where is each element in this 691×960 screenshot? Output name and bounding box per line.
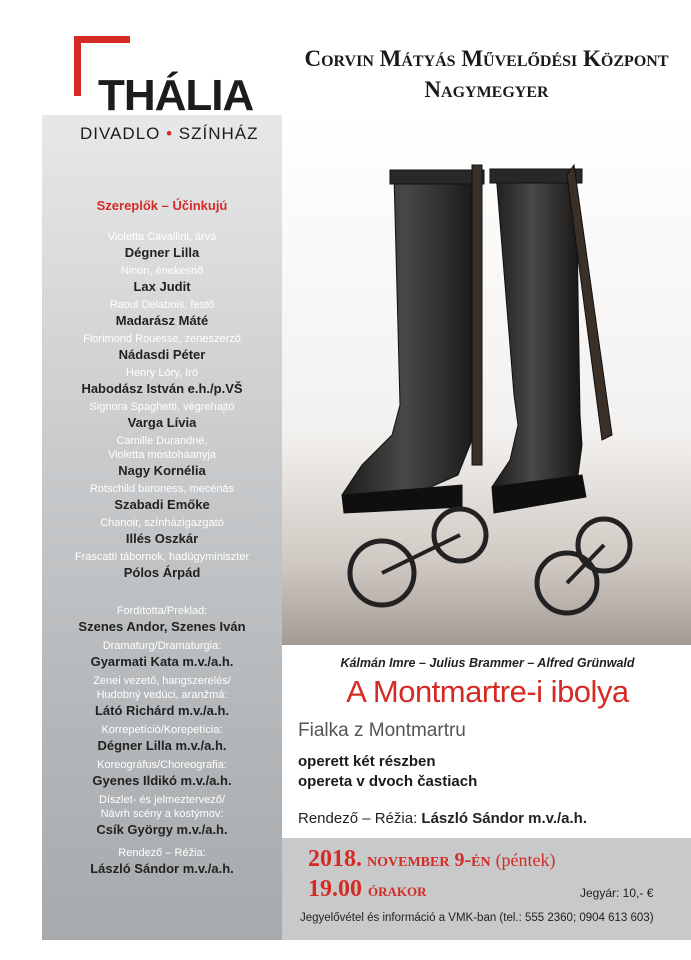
credit-entry <box>42 758 282 789</box>
actor: Varga Lívia <box>127 415 197 430</box>
director-label: Rendező – Réžia: <box>298 810 418 827</box>
role: Raoul Delabois, festő <box>109 299 215 311</box>
ticket-price: Jegyár: 10,- € <box>580 886 654 900</box>
credits-list <box>42 604 282 881</box>
role: Camille Durandné, Violetta mostohaanyja <box>107 435 217 461</box>
cast-entry <box>42 366 282 397</box>
actor: Habodász István e.h./p.VŠ <box>81 381 243 396</box>
credit-value: Gyenes Ildikó m.v./a.h. <box>92 773 232 788</box>
venue-town: Nagymegyer <box>424 77 549 102</box>
cast-entry <box>42 230 282 261</box>
cast-entry <box>42 550 282 581</box>
venue-name: Corvin Mátyás Művelődési Központ <box>304 46 669 71</box>
role: Chanoir, színházigazgató <box>100 517 224 529</box>
director-name: László Sándor m.v./a.h. <box>421 810 588 827</box>
actor: Madarász Máté <box>115 313 209 328</box>
credit-entry <box>42 639 282 670</box>
role: Henry Lóry, író <box>126 367 198 379</box>
credit-entry <box>42 846 282 877</box>
credit-label: Fordította/Preklad: <box>116 605 208 617</box>
logo-frame-left <box>74 36 81 96</box>
thalia-logo <box>74 36 264 146</box>
booking-info: Jegyelővétel és információ a VMK-ban (tel.: 555 2360; 0904 613 603) <box>300 912 654 924</box>
event-date <box>308 846 556 873</box>
credit-value: Csík György m.v./a.h. <box>96 822 228 837</box>
cast-entry <box>42 332 282 363</box>
actor: Illés Oszkár <box>125 531 199 546</box>
cast-entry <box>42 482 282 513</box>
logo-sub-right: SZÍNHÁZ <box>178 124 259 143</box>
cast-entry <box>42 264 282 295</box>
credit-value: László Sándor m.v./a.h. <box>90 861 234 876</box>
genre-sk: opereta v dvoch častiach <box>298 773 478 790</box>
cast-list <box>42 230 282 584</box>
logo-subtitle <box>80 124 259 144</box>
actor: Lax Judit <box>133 279 191 294</box>
role: Signora Spaghetti, végrehajtó <box>89 401 235 413</box>
role: Violetta Cavallini, árva <box>107 231 217 243</box>
event-year: 2018. <box>308 846 362 872</box>
actor: Dégner Lilla <box>124 245 200 260</box>
cast-entry <box>42 298 282 329</box>
role: Florimond Rouesse, zeneszerző <box>83 333 241 345</box>
actor: Nagy Kornélia <box>118 463 206 478</box>
credit-entry <box>42 604 282 635</box>
genre <box>298 752 477 792</box>
event-time-suffix: órakor <box>368 880 427 900</box>
credit-entry <box>42 793 282 838</box>
credit-label: Dramaturg/Dramaturgia: <box>102 640 222 652</box>
event-time <box>308 876 427 903</box>
credit-value: Szenes Andor, Szenes Iván <box>78 619 246 634</box>
credit-label: Rendező – Réžia: <box>118 847 206 859</box>
role: Frascatti tábornok, hadügyminiszter <box>74 551 250 563</box>
cast-entry <box>42 434 282 479</box>
actor: Szabadi Emőke <box>114 497 210 512</box>
role: Rotschild baroness, mecénás <box>89 483 235 495</box>
show-title: A Montmartre-i ibolya <box>346 674 629 709</box>
credit-value: Dégner Lilla m.v./a.h. <box>97 738 227 753</box>
logo-sub-left: DIVADLO <box>80 124 161 143</box>
venue-heading <box>282 44 691 106</box>
cast-entry <box>42 400 282 431</box>
credit-label: Díszlet- és jelmeztervező/ Návrh scény a kostýmov: <box>99 794 225 820</box>
genre-hu: operett két részben <box>298 753 436 770</box>
credit-label: Koreográfus/Choreografia: <box>97 759 227 771</box>
role: Ninon, énekesnő <box>120 265 204 277</box>
event-hour: 19.00 <box>308 876 362 902</box>
show-subtitle: Fialka z Montmartru <box>298 720 466 741</box>
actor: Pólos Árpád <box>123 565 201 580</box>
director-line <box>298 810 587 827</box>
cast-heading: Szereplők – Účinkujú <box>96 198 228 213</box>
event-month-day: november 9-én <box>367 849 491 871</box>
authors: Kálmán Imre – Julius Brammer – Alfred Grünwald <box>340 656 635 670</box>
event-weekday: (péntek) <box>495 850 556 870</box>
logo-dot: • <box>166 124 174 143</box>
cast-entry <box>42 516 282 547</box>
credit-entry <box>42 674 282 719</box>
credit-entry <box>42 723 282 754</box>
credit-value: Gyarmati Kata m.v./a.h. <box>90 654 234 669</box>
actor: Nádasdi Péter <box>118 347 206 362</box>
credit-label: Zenei vezető, hangszerelés/ Hudobný vedúci, aranžmá: <box>93 675 231 701</box>
logo-name: THÁLIA <box>98 71 254 120</box>
credit-value: Látó Richárd m.v./a.h. <box>94 703 230 718</box>
credit-label: Korrepetíció/Korepetícia: <box>101 724 223 736</box>
boots-photo <box>282 115 691 645</box>
